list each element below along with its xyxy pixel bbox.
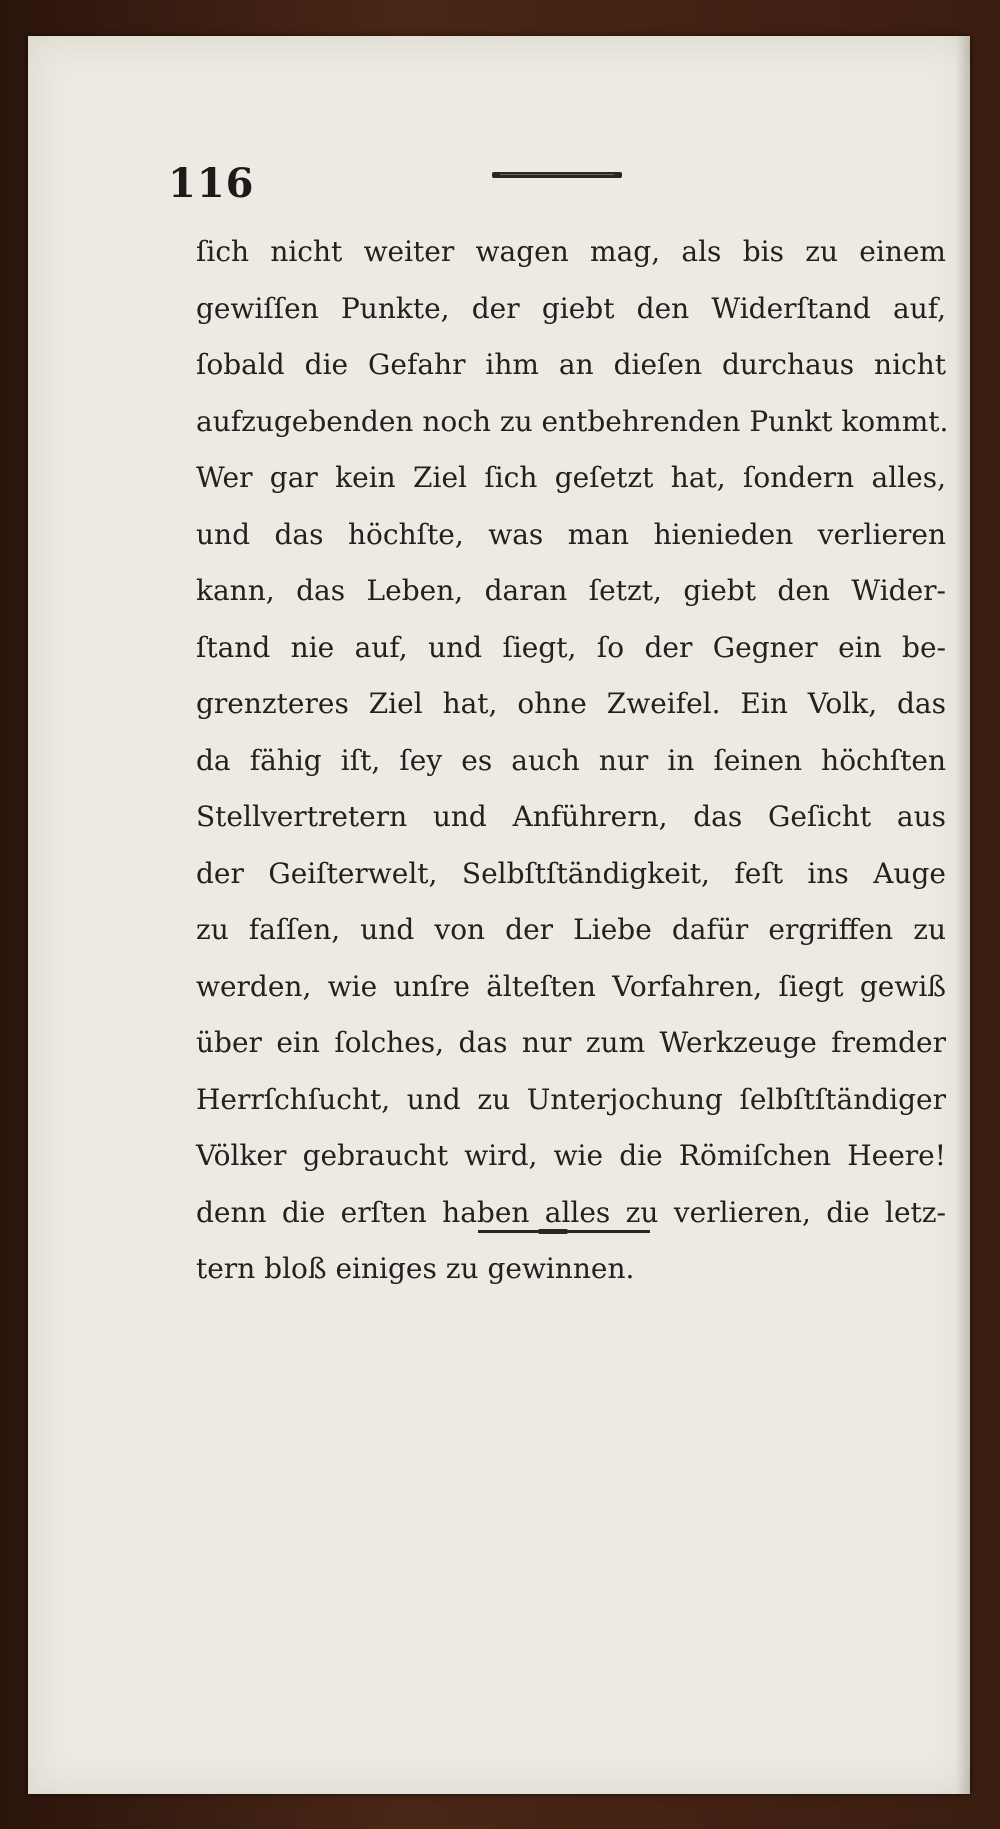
text-line: Stellvertretern und Anführern, das Geſicht aus — [196, 800, 946, 833]
text-line: zu faſſen, und von der Liebe dafür ergriffen zu — [196, 913, 946, 946]
text-line: gewiſſen Punkte, der giebt den Widerſtand auf, — [196, 291, 946, 325]
text-line: denn die erſten haben alles zu verlieren, die letz- — [196, 1195, 946, 1229]
header-rule — [492, 172, 622, 178]
text-line: Völker gebraucht wird, wie die Römiſchen Heere! — [196, 1139, 946, 1172]
text-line: der Geiſterwelt, Selbſtſtändigkeit, feſt ins Auge — [196, 856, 946, 890]
text-line: und das höchſte, was man hienieden verlieren — [196, 517, 946, 551]
page-number: 116 — [168, 160, 255, 207]
body-text — [196, 224, 949, 1298]
text-line: da fähig iſt, ſey es auch nur in ſeinen höchſten — [196, 743, 946, 777]
text-line: Herrſchſucht, und zu Unterjochung ſelbſtſtändiger — [196, 1082, 946, 1116]
text-line: grenzteres Ziel hat, ohne Zweifel. Ein Volk, das — [196, 687, 946, 720]
text-line: ſobald die Gefahr ihm an dieſen durchaus nicht — [196, 348, 946, 381]
text-line: ſtand nie auf, und ſiegt, ſo der Gegner ein be- — [196, 630, 946, 664]
text-line: kann, das Leben, daran ſetzt, giebt den Wider- — [196, 574, 946, 607]
end-rule — [478, 1230, 650, 1233]
text-line: Wer gar kein Ziel ſich geſetzt hat, ſondern alles, — [196, 461, 946, 494]
page-edge-shadow — [956, 36, 970, 1794]
text-line: tern bloß einiges zu gewinnen. — [196, 1252, 635, 1285]
text-line: werden, wie unſre älteſten Vorfahren, ſiegt gewiß — [196, 969, 946, 1003]
text-line: ſich nicht weiter wagen mag, als bis zu einem — [196, 235, 946, 268]
text-line: über ein ſolches, das nur zum Werkzeuge fremder — [196, 1026, 946, 1059]
text-line: aufzugebenden noch zu entbehrenden Punkt kommt. — [196, 404, 949, 438]
